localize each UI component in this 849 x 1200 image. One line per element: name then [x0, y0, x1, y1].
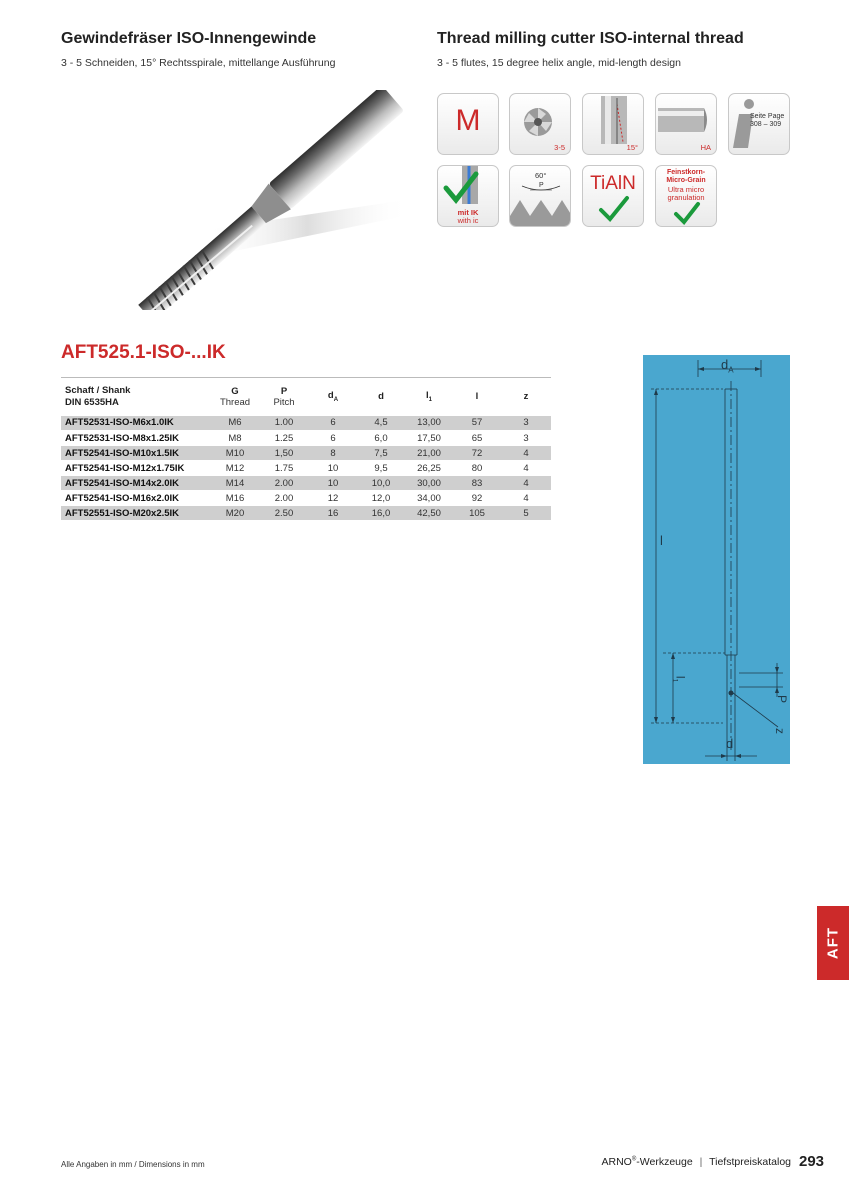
cell-code: AFT52541-ISO-M14x2.0IK — [61, 476, 211, 491]
thread-mill-photo — [55, 90, 415, 310]
info-icon — [728, 93, 790, 155]
cell-l: 105 — [453, 506, 501, 521]
col-shank: Schaft / Shank DIN 6535HA — [61, 378, 211, 416]
cell-pitch: 2.00 — [259, 476, 309, 491]
shank-type-icon — [655, 93, 717, 155]
cell-d: 7,5 — [357, 446, 405, 461]
cell-d: 4,5 — [357, 416, 405, 431]
cell-code: AFT52551-ISO-M20x2.5IK — [61, 506, 211, 521]
col-l1: $l_1$ — [405, 378, 453, 416]
cell-da: 6 — [309, 416, 357, 431]
cell-thread: M6 — [211, 416, 259, 431]
cell-pitch: 1.25 — [259, 431, 309, 446]
cell-d: 12,0 — [357, 491, 405, 506]
helix-label: 15° — [626, 143, 638, 152]
cell-l: 57 — [453, 416, 501, 431]
cell-z: 4 — [501, 476, 551, 491]
ik-label-de: mit IK — [457, 208, 479, 217]
cell-da: 8 — [309, 446, 357, 461]
table-row — [61, 491, 551, 506]
cell-da: 10 — [309, 461, 357, 476]
cell-da: 12 — [309, 491, 357, 506]
micro-grain-icon — [655, 165, 717, 227]
subtitle-german: 3 - 5 Schneiden, 15° Rechtsspirale, mittellange Ausführung — [61, 57, 336, 69]
table-row — [61, 461, 551, 476]
footer-catalog: ARNO®-Werkzeuge | Tiefstpreiskatalog — [601, 1156, 791, 1168]
cell-l: 83 — [453, 476, 501, 491]
thread-angle-icon — [509, 165, 571, 227]
cell-z: 4 — [501, 461, 551, 476]
cell-z: 5 — [501, 506, 551, 521]
table-row — [61, 431, 551, 446]
material-label: M — [455, 104, 481, 137]
subtitle-english: 3 - 5 flutes, 15 degree helix angle, mid-length design — [437, 57, 681, 69]
table-row — [61, 446, 551, 461]
cell-d: 10,0 — [357, 476, 405, 491]
title-german: Gewindefräser ISO-Innengewinde — [61, 30, 317, 47]
cell-l1: 21,00 — [405, 446, 453, 461]
section-tab-label: AFT — [824, 926, 842, 960]
title-english: Thread milling cutter ISO-internal thread — [437, 30, 744, 47]
cell-l1: 17,50 — [405, 431, 453, 446]
cell-da: 10 — [309, 476, 357, 491]
product-title: AFT525.1-ISO-...IK — [61, 342, 226, 363]
helix-angle-icon — [582, 93, 644, 155]
cell-l1: 34,00 — [405, 491, 453, 506]
cell-z: 3 — [501, 431, 551, 446]
table-row — [61, 476, 551, 491]
diagram-label-l1: $l_1$ — [671, 675, 688, 683]
ik-label-en: with ic — [457, 216, 479, 225]
flutes-label: 3-5 — [554, 143, 565, 152]
info-reference: Seite Page 308 – 309 — [750, 113, 785, 128]
diagram-label-p: P — [775, 694, 790, 704]
diagram-label-d: d — [726, 736, 734, 751]
col-pitch: P Pitch — [259, 378, 309, 416]
pitch-label: P — [539, 182, 544, 189]
diagram-label-da: $d_A$ — [721, 357, 734, 375]
cell-code: AFT52541-ISO-M16x2.0IK — [61, 491, 211, 506]
cell-thread: M12 — [211, 461, 259, 476]
cell-code: AFT52531-ISO-M8x1.25IK — [61, 431, 211, 446]
spec-table — [61, 377, 551, 521]
cell-d: 6,0 — [357, 431, 405, 446]
cell-thread: M8 — [211, 431, 259, 446]
col-d: d — [357, 378, 405, 416]
cell-l1: 30,00 — [405, 476, 453, 491]
table-header-row — [61, 378, 551, 416]
cell-z: 4 — [501, 491, 551, 506]
cell-code: AFT52531-ISO-M6x1.0IK — [61, 416, 211, 431]
section-tab — [817, 906, 849, 980]
page-number: 293 — [799, 1153, 825, 1170]
material-icon — [437, 93, 499, 155]
cell-da: 16 — [309, 506, 357, 521]
col-thread: G Thread — [211, 378, 259, 416]
coating-icon — [582, 165, 644, 227]
cell-da: 6 — [309, 431, 357, 446]
cell-thread: M16 — [211, 491, 259, 506]
cell-z: 3 — [501, 416, 551, 431]
col-da: $d_A$ — [309, 378, 357, 416]
diagram-label-l: l — [660, 533, 663, 548]
cell-thread: M14 — [211, 476, 259, 491]
shank-label: HA — [700, 143, 711, 152]
cell-code: AFT52541-ISO-M12x1.75IK — [61, 461, 211, 476]
coating-label: TiAlN — [590, 173, 636, 194]
dimension-diagram — [643, 355, 790, 764]
check-icon — [656, 166, 717, 227]
table-row — [61, 506, 551, 521]
flutes-icon — [509, 93, 571, 155]
cell-pitch: 1.75 — [259, 461, 309, 476]
check-icon — [583, 166, 644, 227]
tool-drawing — [643, 355, 790, 764]
diagram-label-z: z — [773, 728, 787, 734]
cell-l1: 13,00 — [405, 416, 453, 431]
cell-l: 80 — [453, 461, 501, 476]
table-row — [61, 416, 551, 431]
cell-thread: M10 — [211, 446, 259, 461]
grain-label-de: Feinstkorn- Micro-Grain — [666, 169, 706, 184]
grain-label-en: Ultra micro granulation — [667, 185, 705, 202]
col-l: l — [453, 378, 501, 416]
cell-pitch: 2.00 — [259, 491, 309, 506]
cell-l: 92 — [453, 491, 501, 506]
footer-note: Alle Angaben in mm / Dimensions in mm — [61, 1160, 205, 1169]
cell-d: 9,5 — [357, 461, 405, 476]
internal-coolant-icon — [437, 165, 499, 227]
cell-l: 72 — [453, 446, 501, 461]
cell-thread: M20 — [211, 506, 259, 521]
col-z: z — [501, 378, 551, 416]
cell-pitch: 1,50 — [259, 446, 309, 461]
cell-z: 4 — [501, 446, 551, 461]
cell-pitch: 1.00 — [259, 416, 309, 431]
cell-l1: 26,25 — [405, 461, 453, 476]
cell-pitch: 2.50 — [259, 506, 309, 521]
cell-code: AFT52541-ISO-M10x1.5IK — [61, 446, 211, 461]
angle-label: 60° — [535, 171, 547, 180]
cell-l1: 42,50 — [405, 506, 453, 521]
cell-d: 16,0 — [357, 506, 405, 521]
cell-l: 65 — [453, 431, 501, 446]
